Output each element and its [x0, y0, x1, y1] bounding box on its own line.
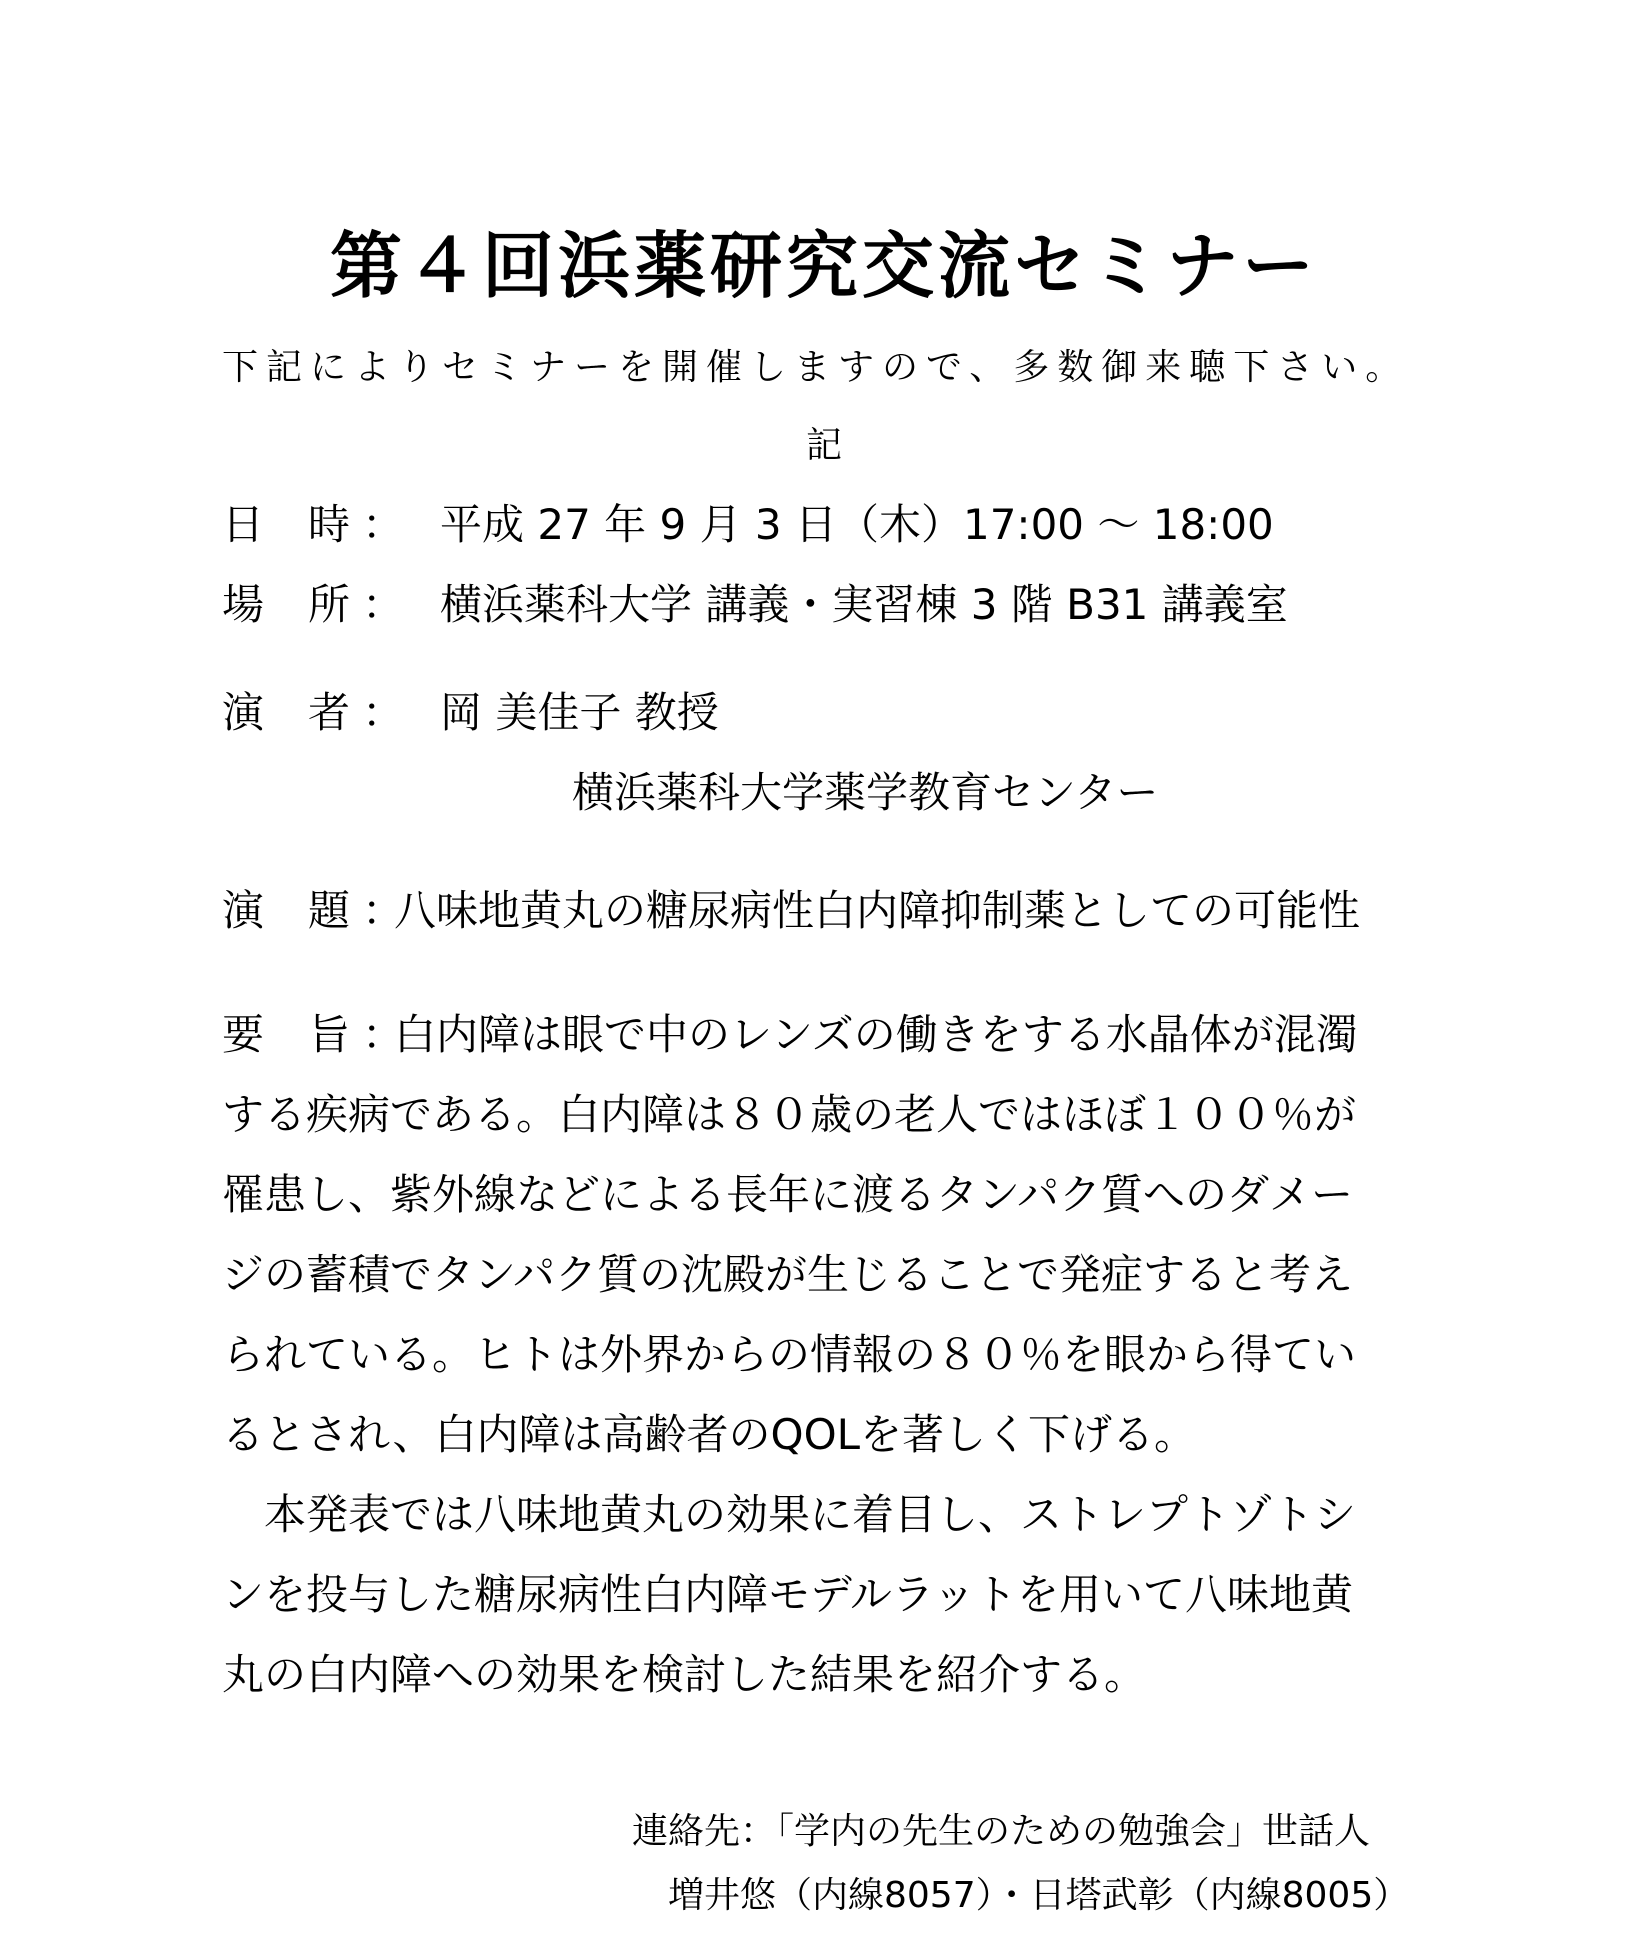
- datetime-label-char-1: 日: [222, 500, 265, 549]
- speaker-label-char-1: 演: [222, 688, 265, 737]
- place-value: 横浜薬科大学 講義・実習棟 3 階 B31 講義室: [440, 580, 1288, 629]
- place-label-char-2: 所: [308, 580, 351, 629]
- summary-line: られている。ヒトは外界からの情報の８０％を眼から得てい: [222, 1330, 1357, 1379]
- datetime-label-char-2: 時: [308, 500, 351, 549]
- place-label-char-1: 場: [222, 580, 265, 629]
- page-title: 第４回浜薬研究交流セミナー: [329, 224, 1318, 308]
- topic-value: 八味地黄丸の糖尿病性白内障抑制薬としての可能性: [394, 886, 1361, 935]
- summary-line: する疾病である。白内障は８０歳の老人ではほぼ１００％が: [222, 1090, 1357, 1139]
- speaker-colon: ：: [362, 688, 405, 737]
- summary-label-char-1: 要: [222, 1010, 265, 1059]
- ki-marker: 記: [805, 425, 842, 466]
- intro-text: 下記によりセミナーを開催しますので、多数御来聴下さい。: [222, 347, 1410, 388]
- summary-line: 罹患し、紫外線などによる長年に渡るタンパク質へのダメー: [222, 1170, 1354, 1219]
- contact-line-1: 連絡先：「学内の先生のための勉強会」世話人: [632, 1811, 1371, 1852]
- datetime-value: 平成 27 年 9 月 3 日（木）17:00 ～ 18:00: [440, 500, 1274, 549]
- datetime-colon: ：: [362, 500, 405, 549]
- place-colon: ：: [362, 580, 405, 629]
- speaker-name: 岡 美佳子 教授: [440, 688, 719, 737]
- summary-line: ンを投与した糖尿病性白内障モデルラットを用いて八味地黄: [222, 1570, 1354, 1619]
- topic-label-char-2: 題: [308, 886, 351, 935]
- summary-first-line: 白内障は眼で中のレンズの働きをする水晶体が混濁: [394, 1010, 1358, 1059]
- summary-line: るとされ、白内障は高齢者のQOLを著しく下げる。: [222, 1410, 1197, 1459]
- topic-colon: ：: [362, 886, 405, 935]
- summary-colon: ：: [362, 1010, 405, 1059]
- contact-line-2: 増井悠（内線8057）・日塔武彰（内線8005）: [668, 1875, 1410, 1916]
- summary-line: 丸の白内障への効果を検討した結果を紹介する。: [222, 1650, 1147, 1699]
- summary-line: ジの蓄積でタンパク質の沈殿が生じることで発症すると考え: [222, 1250, 1354, 1299]
- topic-label-char-1: 演: [222, 886, 265, 935]
- speaker-label-char-2: 者: [308, 688, 351, 737]
- summary-label-char-2: 旨: [308, 1010, 351, 1059]
- summary-line: 本発表では八味地黄丸の効果に着目し、ストレプトゾトシ: [222, 1490, 1357, 1539]
- speaker-affiliation: 横浜薬科大学薬学教育センター: [572, 768, 1159, 817]
